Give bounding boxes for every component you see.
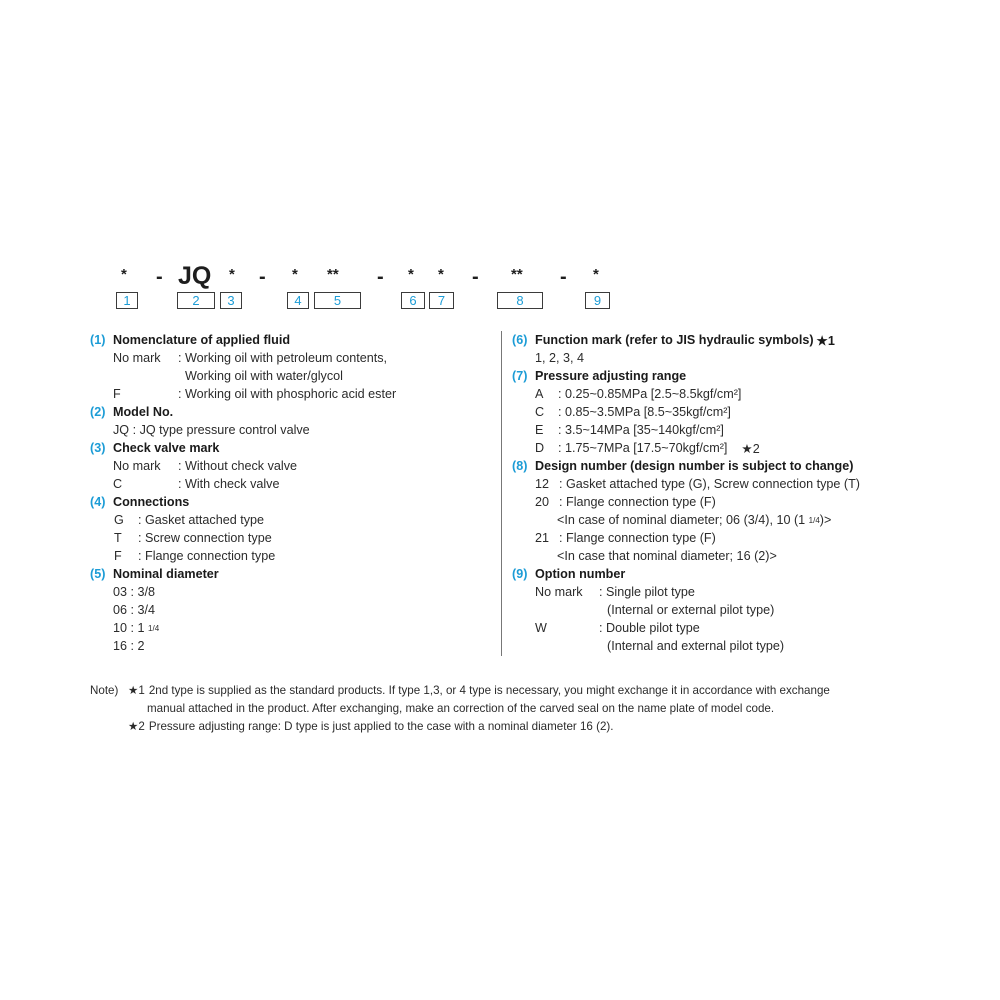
section-heading [512,565,922,583]
note-line [90,681,930,699]
list-item [90,511,490,529]
item-key: C [113,477,123,491]
code-symbol: - [259,266,266,288]
list-item [90,475,490,493]
star-note-icon: ★2 [741,441,760,456]
section-title: Option number [535,567,626,581]
code-box: 3 [220,292,242,309]
star-note-icon: ★1 [128,684,145,697]
code-symbol: - [377,266,384,288]
code-box: 6 [401,292,425,309]
list-item [512,421,922,439]
item-key: W [535,621,547,635]
section-number: (4) [90,495,106,509]
section-title: Connections [113,495,190,509]
item-value: : 1.75~7MPa [17.5~70kgf/cm²] [558,441,728,455]
item-value: : Double pilot type [599,621,700,635]
item-key: T [114,531,122,545]
item-value: : Flange connection type [138,549,276,563]
section-heading [512,457,922,475]
item-value: <In case of nominal diameter; 06 (3/4), 10 (1 [557,513,809,527]
section-heading [90,331,490,349]
item-value: : Working oil with phosphoric acid ester [178,387,397,401]
code-symbol: * [593,266,599,283]
item-key: 21 [535,531,550,545]
list-item [90,619,490,637]
item-key: F [113,387,121,401]
note-line [90,717,930,735]
list-item [512,511,922,529]
item-key: 12 [535,477,550,491]
code-symbol: * [229,266,235,283]
list-item [512,529,922,547]
section-number: (6) [512,333,528,347]
item-key: No mark [535,585,583,599]
list-item [512,385,922,403]
item-value: : Working oil with petroleum contents, [178,351,388,365]
section-heading [90,565,490,583]
list-item [90,637,490,655]
code-symbol: - [560,266,567,288]
list-item [90,349,490,367]
list-item [512,493,922,511]
column-divider [501,331,502,656]
fraction-denominator: /4 [813,515,820,525]
note-label: Note) [90,683,119,697]
item-value: : 0.25~0.85MPa [2.5~8.5kgf/cm²] [558,387,742,401]
code-symbol: - [472,266,479,288]
item-key: No mark [113,459,161,473]
code-symbol: * [121,266,127,283]
item-value: : With check valve [178,477,280,491]
list-item [90,547,490,565]
section-number: (2) [90,405,106,419]
item-value: 16 : 2 [113,639,145,653]
list-item [512,583,922,601]
list-item [512,349,922,367]
item-key: 20 [535,495,550,509]
item-value: <In case that nominal diameter; 16 (2)> [557,549,777,563]
section-heading [90,493,490,511]
code-symbol: * [408,266,414,283]
item-value: : Without check valve [178,459,297,473]
item-key: F [114,549,122,563]
list-item [512,475,922,493]
fraction-numerator: 1 [808,515,814,525]
section-number: (7) [512,369,528,383]
section-number: (5) [90,567,106,581]
code-box: 2 [177,292,215,309]
section-title: Function mark (refer to JIS hydraulic symbols) [535,333,814,347]
list-item [512,637,922,655]
code-box: 5 [314,292,361,309]
list-item [90,421,490,439]
code-symbol: * [438,266,444,283]
section-number: (1) [90,333,106,347]
code-symbol: - [156,266,163,288]
list-item [90,385,490,403]
left-column [90,331,490,655]
item-value: : Gasket attached type [138,513,265,527]
section-title: Pressure adjusting range [535,369,687,383]
item-key: D [535,441,545,455]
item-value: (Internal or external pilot type) [607,603,775,617]
star-note-icon: ★1 [816,333,835,348]
section-number: (3) [90,441,106,455]
item-key: No mark [113,351,161,365]
code-box: 1 [116,292,138,309]
section-title: Model No. [113,405,174,419]
item-key: E [535,423,544,437]
item-value: 10 : 1 [113,621,149,635]
section-heading [90,403,490,421]
item-key: A [535,387,544,401]
code-symbol: ** [511,266,523,283]
note-line [90,699,930,717]
notes [90,681,930,735]
star-note-icon: ★2 [128,720,145,733]
section-title: Design number (design number is subject to change) [535,459,854,473]
code-box: 8 [497,292,543,309]
list-item [512,547,922,565]
section-title: Nominal diameter [113,567,219,581]
list-item [512,439,922,457]
section-number: (9) [512,567,528,581]
item-value: : 3.5~14MPa [35~140kgf/cm²] [558,423,724,437]
item-value: : Screw connection type [138,531,272,545]
section-heading [90,439,490,457]
note-text: 2nd type is supplied as the standard products. If type 1,3, or 4 type is necessary, you might exchange it in accordance with exchange [148,683,830,697]
code-symbol: * [292,266,298,283]
code-box: 9 [585,292,610,309]
list-item [90,601,490,619]
item-value: (Internal and external pilot type) [607,639,785,653]
code-box: 4 [287,292,309,309]
code-box: 7 [429,292,454,309]
item-value: Working oil with water/glycol [185,369,343,383]
code-symbol-jq: JQ [178,262,212,290]
item-value: JQ : JQ type pressure control valve [113,423,310,437]
section-heading [512,367,922,385]
item-value: 06 : 3/4 [113,603,156,617]
list-item [90,457,490,475]
section-title: Check valve mark [113,441,220,455]
item-value: 1, 2, 3, 4 [535,351,585,365]
item-value: : Flange connection type (F) [559,495,716,509]
list-item [512,403,922,421]
list-item [512,601,922,619]
item-key: C [535,405,545,419]
note-text: Pressure adjusting range: D type is just applied to the case with a nominal diameter 16 (2). [148,719,614,733]
item-value: : 0.85~3.5MPa [8.5~35kgf/cm²] [558,405,731,419]
fraction-denominator: /4 [152,623,160,633]
section-heading [512,331,922,349]
fraction-numerator: 1 [148,623,153,633]
list-item [90,583,490,601]
item-value: : Flange connection type (F) [559,531,716,545]
note-text: manual attached in the product. After exchanging, make an correction of the carved seal on the name plate of model code. [147,701,775,715]
section-number: (8) [512,459,528,473]
right-column [512,331,922,655]
code-symbol: ** [327,266,339,283]
section-title: Nomenclature of applied fluid [113,333,291,347]
item-value: 03 : 3/8 [113,585,156,599]
list-item [90,529,490,547]
list-item [512,619,922,637]
list-item [90,367,490,385]
item-key: G [114,513,124,527]
item-value: : Gasket attached type (G), Screw connection type (T) [559,477,860,491]
item-value: )> [819,513,832,527]
item-value: : Single pilot type [599,585,695,599]
